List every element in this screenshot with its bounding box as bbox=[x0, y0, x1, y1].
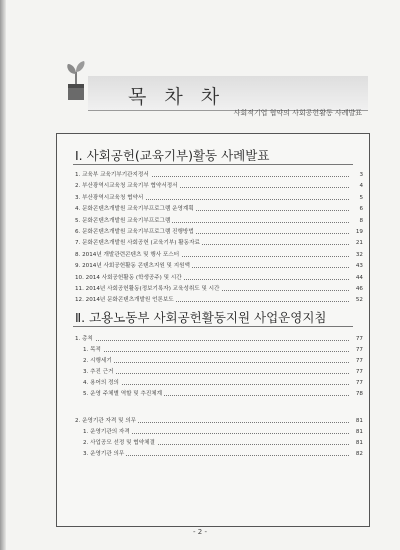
toc-leader-dots bbox=[79, 340, 351, 341]
header-subtitle: 사회적기업 협약의 사회공헌활동 사례발표 bbox=[233, 109, 362, 117]
toc-entry-page: 78 bbox=[349, 389, 363, 400]
toc-leader-dots bbox=[87, 384, 351, 385]
toc-entry[interactable] bbox=[57, 238, 369, 249]
toc-entry-label: 4. 문화콘텐츠개발원 교육기부프로그램 운영계획 bbox=[75, 204, 196, 215]
toc-entry-label: 8. 2014년 개발관련콘텐츠 및 행사 포스터 bbox=[75, 250, 181, 261]
toc-entry-page: 4 bbox=[349, 181, 363, 192]
toc-entry[interactable] bbox=[57, 438, 369, 449]
toc-entry-page: 43 bbox=[349, 261, 363, 272]
toc-entry[interactable] bbox=[57, 216, 369, 227]
toc-box bbox=[56, 133, 370, 527]
toc-entry-page: 8 bbox=[349, 216, 363, 227]
toc-entry[interactable] bbox=[57, 367, 369, 378]
toc-entry[interactable] bbox=[57, 334, 369, 345]
toc-entry-page: 52 bbox=[349, 295, 363, 306]
toc-entry-page: 21 bbox=[349, 238, 363, 249]
toc-entry[interactable] bbox=[57, 193, 369, 204]
toc-entry-page: 81 bbox=[349, 427, 363, 438]
toc-entry[interactable] bbox=[57, 389, 369, 400]
toc-entry-label: 4. 용어의 정의 bbox=[83, 378, 121, 389]
page-title: 목 차 차 bbox=[128, 86, 226, 108]
toc-entry-label: 5. 운영 주체별 역할 및 추진체계 bbox=[83, 389, 164, 400]
section-rule-2 bbox=[73, 326, 353, 327]
toc-entry-page: 81 bbox=[349, 438, 363, 449]
toc-leader-dots bbox=[87, 362, 351, 363]
toc-entry-label: 3. 추진 근거 bbox=[83, 367, 116, 378]
toc-entry[interactable] bbox=[57, 416, 369, 427]
toc-entry-label: 1. 교육부 교육기부기관지정서 bbox=[75, 170, 151, 181]
toc-entry-label: 1. 운영기관의 자격 bbox=[83, 427, 132, 438]
toc-entry-label: 1. 총칙 bbox=[75, 334, 95, 345]
toc-entry-page: 77 bbox=[349, 334, 363, 345]
toc-entry[interactable] bbox=[57, 284, 369, 295]
toc-entry-label: 3. 운영기관 의무 bbox=[83, 449, 126, 460]
toc-entry-page: 81 bbox=[349, 416, 363, 427]
section-rule-1 bbox=[73, 164, 353, 165]
toc-entry[interactable] bbox=[57, 295, 369, 306]
toc-entry-page: 77 bbox=[349, 378, 363, 389]
toc-entry-page: 3 bbox=[349, 170, 363, 181]
toc-entry[interactable] bbox=[57, 427, 369, 438]
toc-entry[interactable] bbox=[57, 261, 369, 272]
toc-entry[interactable] bbox=[57, 378, 369, 389]
toc-entry-page: 19 bbox=[349, 227, 363, 238]
toc-entry-page: 32 bbox=[349, 250, 363, 261]
toc-entry-label: 12. 2014년 문화콘텐츠개발원 언론보도 bbox=[75, 295, 176, 306]
toc-entry[interactable] bbox=[57, 227, 369, 238]
toc-entry[interactable] bbox=[57, 181, 369, 192]
toc-entry-label: 9. 2014년 사회공헌활동 콘텐츠지원 및 지원액 bbox=[75, 261, 192, 272]
toc-entry-label: 6. 문화콘텐츠개발원 교육기부프로그램 진행방법 bbox=[75, 227, 196, 238]
toc-entry-label: 2. 사업공모 선정 및 협약체결 bbox=[83, 438, 157, 449]
toc-entry-page: 77 bbox=[349, 356, 363, 367]
toc-entry-label: 10. 2014 사회공헌활동 (학생공주) 및 시간 bbox=[75, 273, 184, 284]
section-heading-2: Ⅱ. 고용노동부 사회공헌활동지원 사업운영지침 bbox=[75, 310, 327, 325]
toc-entry[interactable] bbox=[57, 204, 369, 215]
toc-entry-label: 2. 운영기관 자격 및 의무 bbox=[75, 416, 138, 427]
section-heading-1: Ⅰ. 사회공헌(교육기부)활동 사례발표 bbox=[75, 148, 270, 163]
toc-entry[interactable] bbox=[57, 356, 369, 367]
toc-entry-label: 2. 부산광역시교육청 교육기부 협약서정서 bbox=[75, 181, 180, 192]
toc-leader-dots bbox=[87, 455, 351, 456]
toc-entry-page: 77 bbox=[349, 345, 363, 356]
toc-entry-label: 2. 시행세기 bbox=[83, 356, 114, 367]
toc-entry[interactable] bbox=[57, 449, 369, 460]
toc-entry[interactable] bbox=[57, 250, 369, 261]
toc-entry-label: 7. 문화콘텐츠개발원 사회공헌 (교육기부) 활동자료 bbox=[75, 238, 202, 249]
toc-entry-page: 46 bbox=[349, 284, 363, 295]
toc-entry-label: 5. 문화콘텐츠개발원 교육기부프로그램 bbox=[75, 216, 172, 227]
toc-entry-page: 6 bbox=[349, 204, 363, 215]
toc-entry-label: 11. 2014년 사회공헌활동(정보기록자) 교육성취도 및 시간 bbox=[75, 284, 221, 295]
title-band bbox=[88, 76, 368, 111]
toc-entry[interactable] bbox=[57, 345, 369, 356]
toc-entry-page: 44 bbox=[349, 273, 363, 284]
toc-entry-page: 77 bbox=[349, 367, 363, 378]
toc-entry-label: 3. 부산광역시교육청 협약서 bbox=[75, 193, 145, 204]
toc-entry[interactable] bbox=[57, 273, 369, 284]
toc-entry-page: 5 bbox=[349, 193, 363, 204]
toc-header bbox=[62, 64, 368, 122]
page-edge-shadow bbox=[0, 0, 6, 550]
page-number: - 2 - bbox=[193, 528, 207, 536]
toc-entry[interactable] bbox=[57, 170, 369, 181]
toc-leader-dots bbox=[87, 351, 351, 352]
toc-leader-dots bbox=[87, 373, 351, 374]
toc-entry-page: 82 bbox=[349, 449, 363, 460]
toc-entry-label: 1. 목적 bbox=[83, 345, 103, 356]
